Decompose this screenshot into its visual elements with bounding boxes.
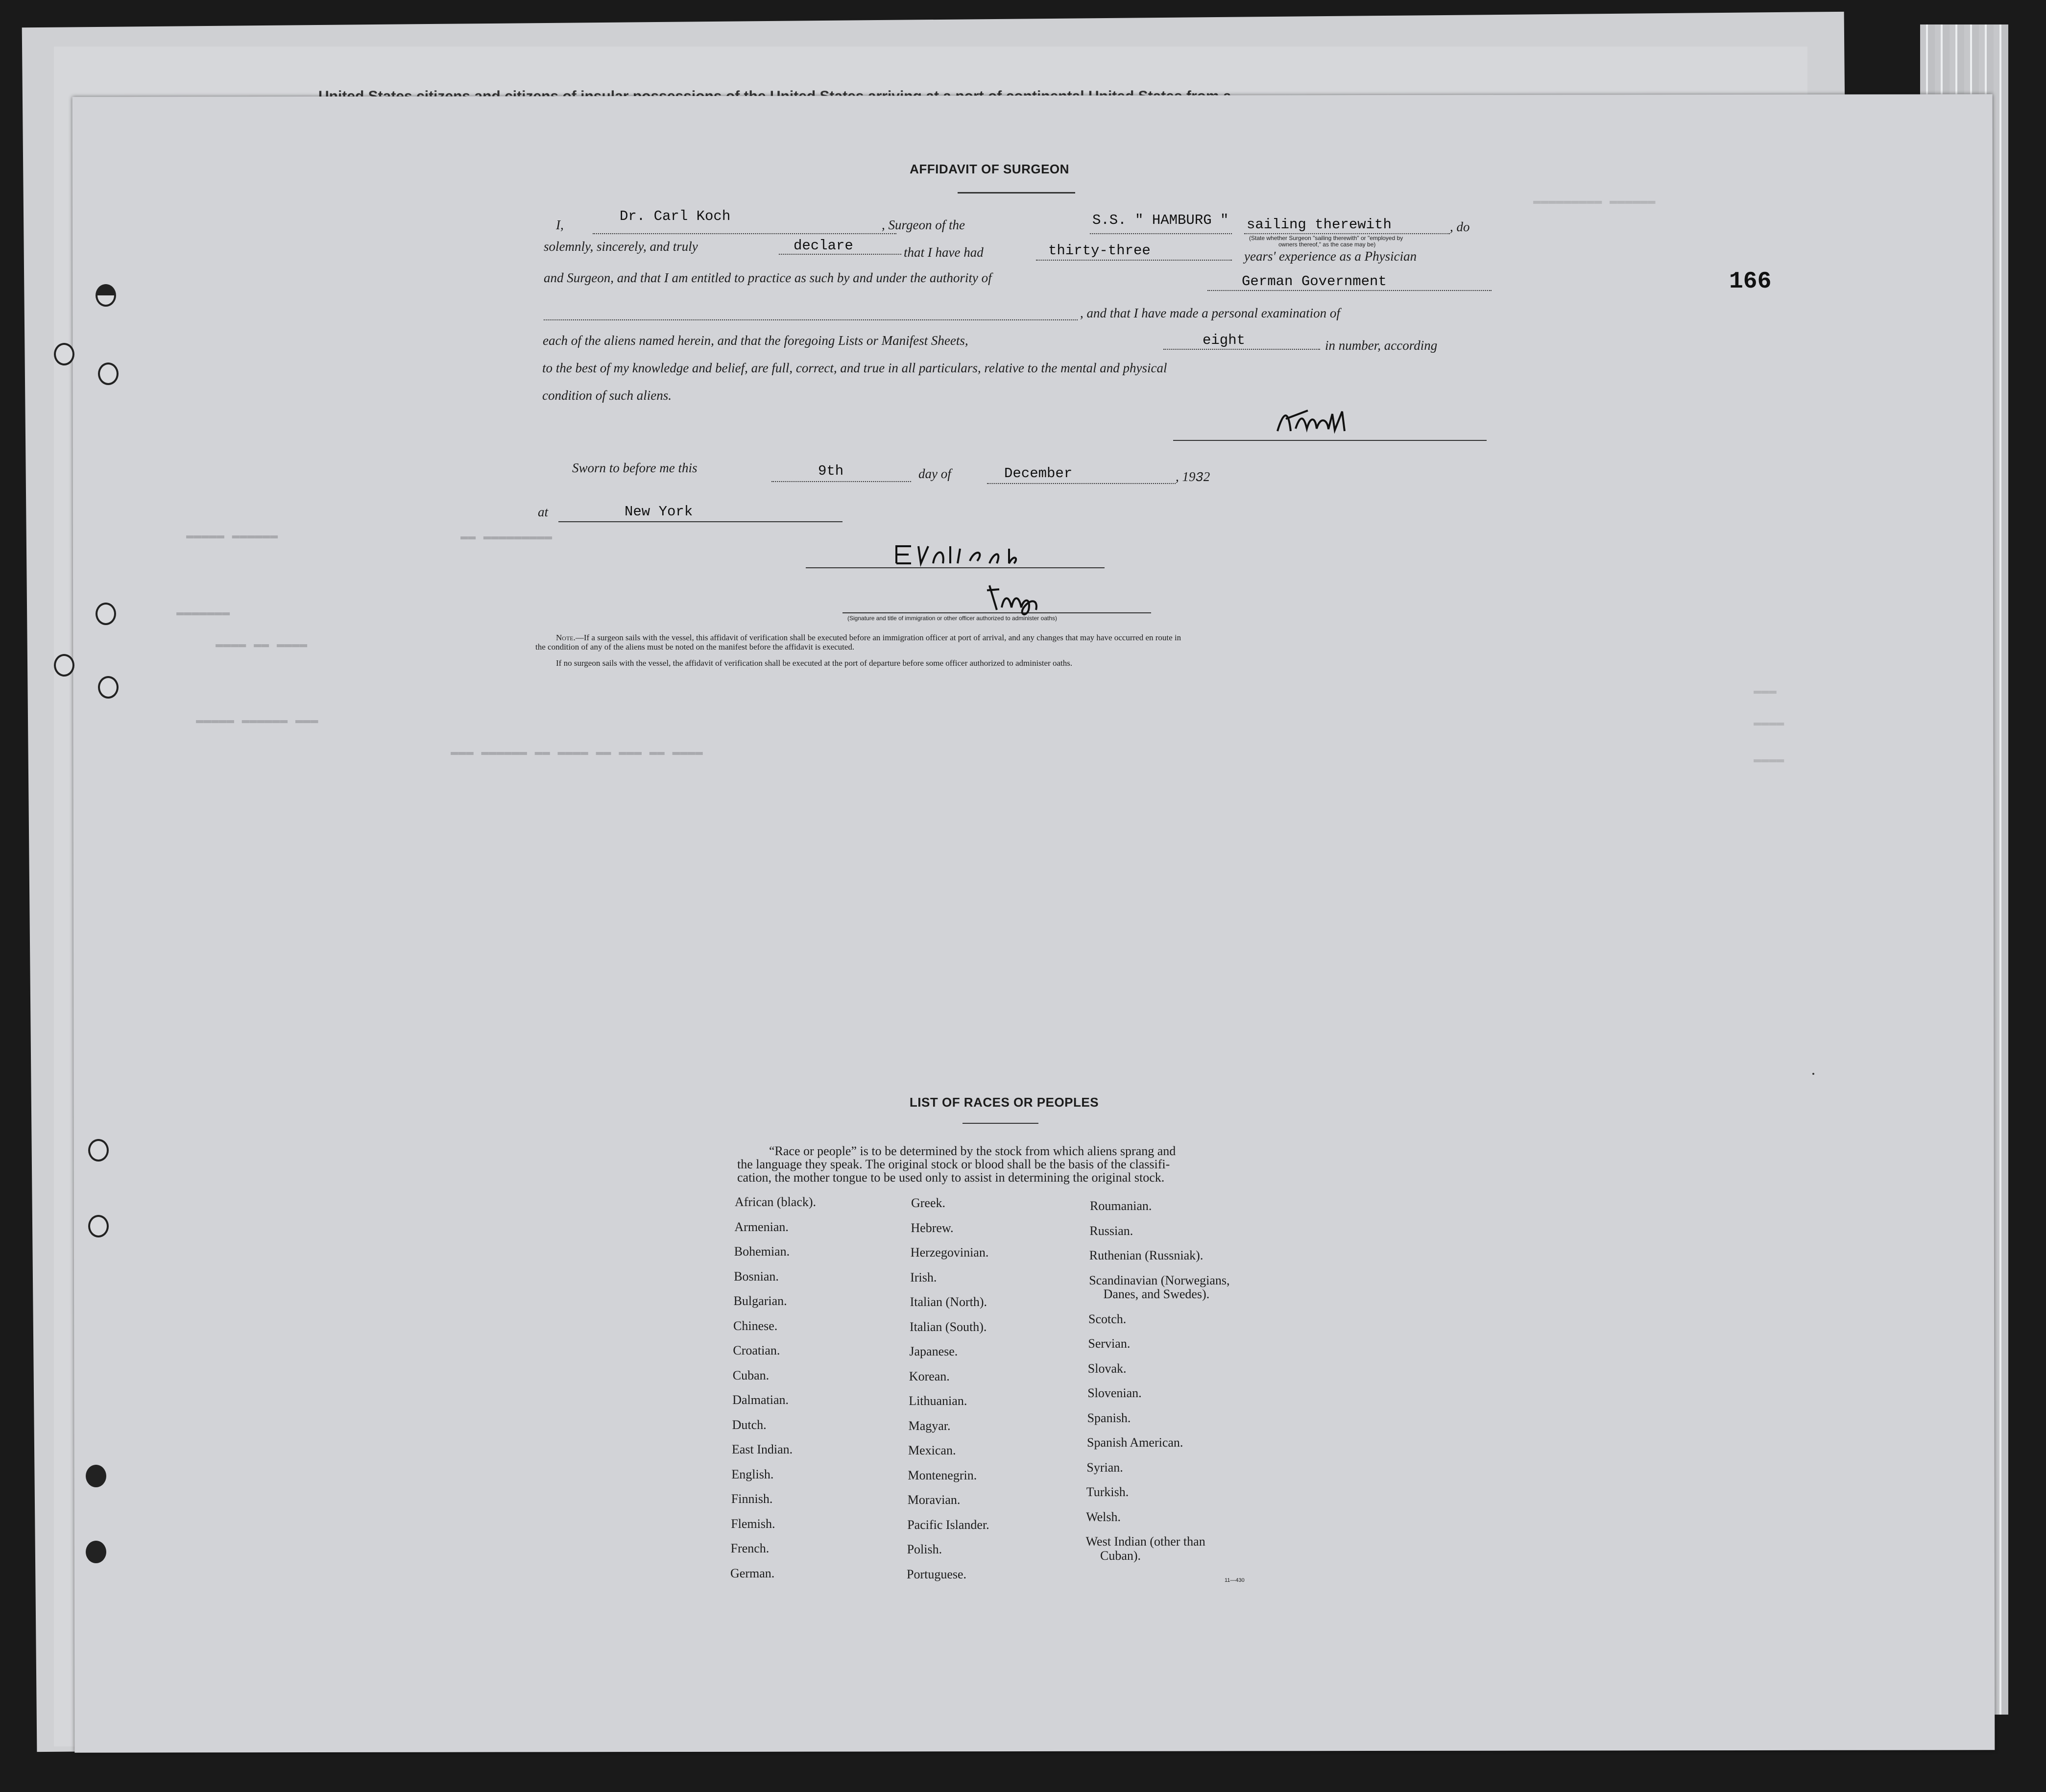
bleed-through-text: ▬▬▬ (1754, 683, 1777, 698)
race-item: Cuban. (732, 1368, 770, 1382)
race-item: Roumanian. (1090, 1199, 1152, 1213)
punch-hole (98, 676, 119, 699)
punch-hole (88, 1139, 109, 1162)
years-line (1036, 260, 1232, 261)
race-item: Slovak. (1087, 1361, 1127, 1376)
month-line (987, 483, 1176, 484)
races-intro: cation, the mother tongue to be used only to assist in determining the original stock. (737, 1170, 1165, 1185)
ship-line (1090, 233, 1232, 234)
bleed-through-text: ▬▬▬ ▬▬▬▬▬▬ ▬▬ ▬▬▬▬ ▬▬ ▬▬▬ ▬▬ ▬▬▬▬ (451, 745, 703, 759)
race-item: French. (730, 1541, 770, 1555)
affidavit-body: to the best of my knowledge and belief, are full, correct, and true in all particulars, relative to the mental and physical (542, 361, 1167, 375)
race-item: Dutch. (732, 1417, 767, 1432)
race-item: English. (731, 1467, 774, 1481)
surgeon-of-label: , Surgeon of the (882, 218, 965, 232)
race-item: Spanish. (1087, 1410, 1131, 1425)
page-number: 166 (1729, 268, 1772, 295)
years-experience: thirty-three (1048, 242, 1151, 259)
punch-hole (86, 1541, 106, 1563)
race-item: Greek. (911, 1196, 946, 1210)
surgeon-signature (1274, 402, 1372, 441)
do-label: , do (1450, 219, 1470, 234)
officer-caption: (Signature and title of immigration or other officer authorized to administer oaths) (847, 615, 1057, 622)
race-item: Pacific Islander. (907, 1517, 989, 1532)
sheet-count-line (1163, 349, 1320, 350)
day-of-label: day of (918, 466, 951, 481)
race-item: Slovenian. (1087, 1386, 1142, 1400)
ship-name: S.S. " HAMBURG " (1092, 212, 1229, 228)
capacity-instruction: (State whether Surgeon "sailing therewith" or "employed by (1249, 235, 1403, 242)
punch-hole (54, 654, 74, 677)
race-item: Polish. (907, 1542, 942, 1556)
race-item: Ruthenian (Russniak). (1089, 1248, 1204, 1262)
race-item: Scotch. (1088, 1311, 1127, 1326)
bleed-through-text: ▬▬▬▬ ▬▬ ▬▬▬▬ (216, 637, 308, 652)
race-item: Mexican. (908, 1443, 956, 1457)
authority-label: and Surgeon, and that I am entitled to practice as such by and under the authority of (544, 270, 992, 285)
race-item: Korean. (909, 1369, 950, 1383)
title-rule (963, 1123, 1038, 1124)
race-item: Welsh. (1086, 1509, 1121, 1524)
bleed-through-text: ▬▬▬▬▬▬▬ (176, 605, 230, 620)
race-item: Herzegovinian. (910, 1245, 989, 1259)
capacity-instruction: owners thereof," as the case may be) (1278, 241, 1376, 248)
affidavit-body: condition of such aliens. (542, 388, 672, 403)
bleed-through-text: ▬▬▬▬ (1754, 715, 1784, 730)
punch-hole (98, 363, 119, 385)
affidavit-note: If no surgeon sails with the vessel, the affidavit of verification shall be executed at the port of departure before some officer authorized to administer oaths. (556, 658, 1073, 668)
race-item: Spanish American. (1087, 1435, 1183, 1450)
race-item: Danes, and Swedes). (1103, 1287, 1210, 1301)
years-label: years' experience as a Physician (1244, 249, 1417, 264)
race-item: Russian. (1089, 1223, 1133, 1238)
race-item: Flemish. (731, 1516, 775, 1531)
authority-line (1207, 290, 1492, 291)
race-item: Bohemian. (734, 1244, 790, 1259)
bleed-through-text: ▬▬▬▬ (1754, 752, 1784, 767)
race-item: Turkish. (1086, 1485, 1129, 1499)
race-item: Montenegrin. (908, 1468, 977, 1482)
race-item: Italian (South). (910, 1319, 987, 1334)
surgeon-capacity: sailing therewith (1247, 217, 1392, 233)
have-had-label: that I have had (904, 245, 984, 260)
bleed-through-text: ▬▬▬▬▬ ▬▬▬▬▬▬ ▬▬▬ (196, 713, 318, 727)
sworn-month: December (1004, 465, 1073, 482)
place-line (558, 521, 842, 522)
title-rule (958, 192, 1075, 194)
manifest-sheets-label: each of the aliens named herein, and that the foregoing Lists or Manifest Sheets, (543, 333, 968, 348)
race-item: Dalmatian. (732, 1393, 789, 1407)
race-item: West Indian (other than (1085, 1534, 1205, 1549)
licensing-authority: German Government (1242, 273, 1387, 290)
race-item: Moravian. (907, 1493, 961, 1507)
at-label: at (538, 505, 549, 519)
race-item: Lithuanian. (909, 1394, 967, 1408)
race-item: Bosnian. (734, 1269, 779, 1283)
race-item: German. (730, 1566, 775, 1580)
punch-hole (96, 284, 116, 307)
bleed-through-text: ▬▬ ▬▬▬▬▬▬▬▬▬ (460, 529, 553, 544)
sworn-year: , 1932 (1176, 469, 1210, 485)
race-item: Bulgarian. (733, 1294, 787, 1308)
race-item: Portuguese. (907, 1567, 967, 1581)
race-item: Finnish. (731, 1492, 773, 1506)
race-item: African (black). (735, 1195, 817, 1209)
in-number-label: in number, according (1325, 338, 1438, 353)
officer-signature (891, 539, 1038, 573)
declare-line (779, 254, 901, 255)
race-item: Scandinavian (Norwegians, (1089, 1273, 1230, 1287)
day-line (771, 481, 911, 482)
race-item: Japanese. (909, 1344, 958, 1358)
races-intro: “Race or people” is to be determined by the stock from which aliens sprang and (769, 1144, 1176, 1158)
bleed-through-text: ▬▬▬▬▬ ▬▬▬▬▬▬ (186, 528, 278, 543)
affidavit-note: Note.—If a surgeon sails with the vessel, this affidavit of verification shall be executed before an immigration officer at port of arrival, and any changes that may have occurred en route in (556, 633, 1181, 642)
sheet-count: eight (1203, 332, 1246, 348)
scan-speck (1812, 1073, 1814, 1075)
race-item: Italian (North). (910, 1295, 987, 1309)
manifest-page (72, 94, 1995, 1752)
affidavit-prefix: I, (556, 218, 564, 232)
form-code: 11—430 (1225, 1577, 1245, 1583)
race-item: Irish. (910, 1270, 937, 1284)
races-intro: the language they speak. The original stock or blood shall be the basis of the classifi- (737, 1157, 1170, 1171)
examination-label: , and that I have made a personal examination of (1080, 306, 1340, 320)
punch-hole (88, 1215, 109, 1237)
declare-word: declare (794, 238, 853, 254)
affidavit-title: AFFIDAVIT OF SURGEON (910, 162, 1069, 176)
authority-continuation-line (544, 319, 1078, 320)
punch-hole (96, 603, 116, 625)
bleed-through-text: ▬▬▬▬▬▬▬▬▬ ▬▬▬▬▬▬ (1533, 194, 1656, 208)
race-item: East Indian. (732, 1442, 793, 1456)
sworn-day: 9th (818, 463, 844, 479)
race-item: Magyar. (908, 1418, 951, 1433)
affidavit-note: the condition of any of the aliens must be noted on the manifest before the affidavit is executed. (535, 642, 855, 652)
surgeon-name: Dr. Carl Koch (620, 208, 731, 224)
sworn-label: Sworn to before me this (572, 460, 698, 475)
race-item: Chinese. (733, 1318, 778, 1333)
capacity-line (1244, 233, 1450, 234)
race-item: Cuban). (1100, 1548, 1141, 1563)
officer-initials (985, 581, 1063, 620)
race-item: Servian. (1088, 1336, 1131, 1351)
punch-hole (86, 1465, 106, 1487)
sworn-place: New York (625, 504, 693, 520)
punch-hole (54, 343, 74, 365)
race-item: Syrian. (1086, 1460, 1123, 1475)
solemnly-label: solemnly, sincerely, and truly (544, 239, 698, 254)
race-item: Hebrew. (911, 1220, 954, 1235)
race-item: Croatian. (733, 1343, 780, 1357)
race-item: Armenian. (734, 1219, 789, 1234)
name-line (593, 233, 896, 234)
races-title: LIST OF RACES OR PEOPLES (909, 1095, 1099, 1110)
